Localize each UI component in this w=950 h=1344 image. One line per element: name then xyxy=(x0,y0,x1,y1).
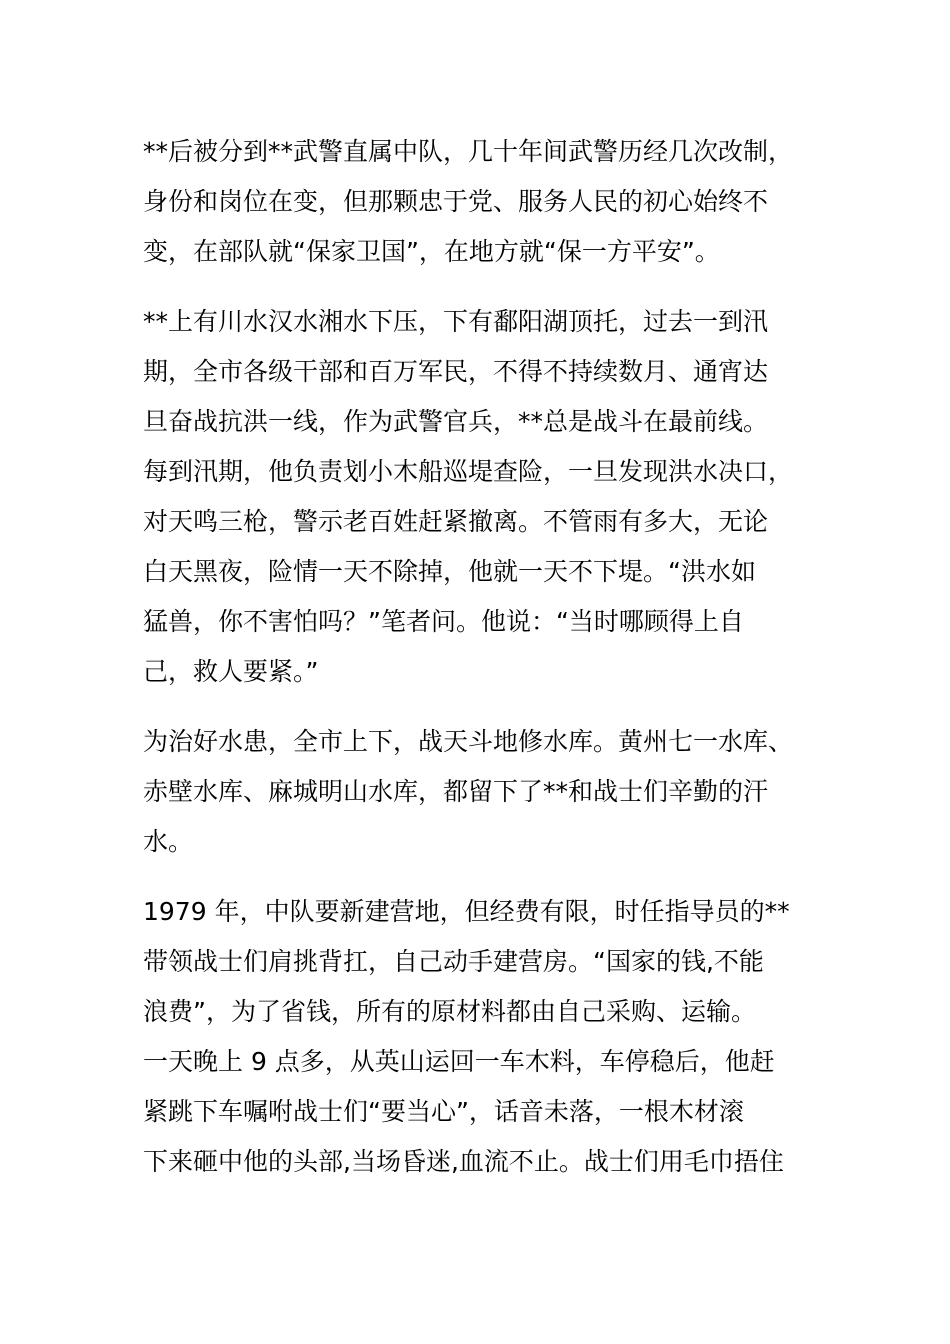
text-line: 白天黑夜，险情一天不除掉，他就一天不下堤。“洪水如 xyxy=(143,557,756,586)
text-line: **后被分到**武警直属中队，几十年间武警历经几次改制， xyxy=(143,137,794,166)
text-line: 1979 年，中队要新建营地，但经费有限，时任指导员的** xyxy=(143,897,790,926)
text-line: 下来砸中他的头部,当场昏迷,血流不止。战士们用毛巾捂住 xyxy=(143,1147,784,1176)
paragraph-2 xyxy=(143,297,808,697)
text-line: 浪费”，为了省钱，所有的原材料都由自己采购、运输。 xyxy=(143,997,756,1026)
text-line: 对天鸣三枪，警示老百姓赶紧撤离。不管雨有多大，无论 xyxy=(143,507,769,536)
paragraph-3 xyxy=(143,717,808,867)
paragraph-1 xyxy=(143,127,808,277)
text-line: 水。 xyxy=(143,827,194,856)
text-line: **上有川水汉水湘水下压，下有鄱阳湖顶托，过去一到汛 xyxy=(143,307,769,336)
text-line: 期，全市各级干部和百万军民，不得不持续数月、通宵达 xyxy=(143,357,769,386)
text-line: 身份和岗位在变，但那颗忠于党、服务人民的初心始终不 xyxy=(143,187,769,216)
text-line: 变，在部队就“保家卫国”，在地方就“保一方平安”。 xyxy=(143,237,720,266)
text-line: 己，救人要紧。” xyxy=(143,657,319,686)
paragraph-4 xyxy=(143,887,808,1187)
text-line: 旦奋战抗洪一线，作为武警官兵，**总是战斗在最前线。 xyxy=(143,407,769,436)
text-line: 猛兽，你不害怕吗？”笔者问。他说：“当时哪顾得上自 xyxy=(143,607,744,636)
text-line: 紧跳下车嘱咐战士们“要当心”，话音未落，一根木材滚 xyxy=(143,1097,744,1126)
text-line: 为治好水患，全市上下，战天斗地修水库。黄州七一水库、 xyxy=(143,727,794,756)
text-line: 带领战士们肩挑背扛，自己动手建营房。“国家的钱,不能 xyxy=(143,947,764,976)
text-line: 每到汛期，他负责划小木船巡堤查险，一旦发现洪水决口， xyxy=(143,457,794,486)
document-body xyxy=(143,127,808,1207)
text-line: 一天晚上 9 点多，从英山运回一车木料，车停稳后，他赶 xyxy=(143,1047,775,1076)
text-line: 赤壁水库、麻城明山水库，都留下了**和战士们辛勤的汗 xyxy=(143,777,769,806)
